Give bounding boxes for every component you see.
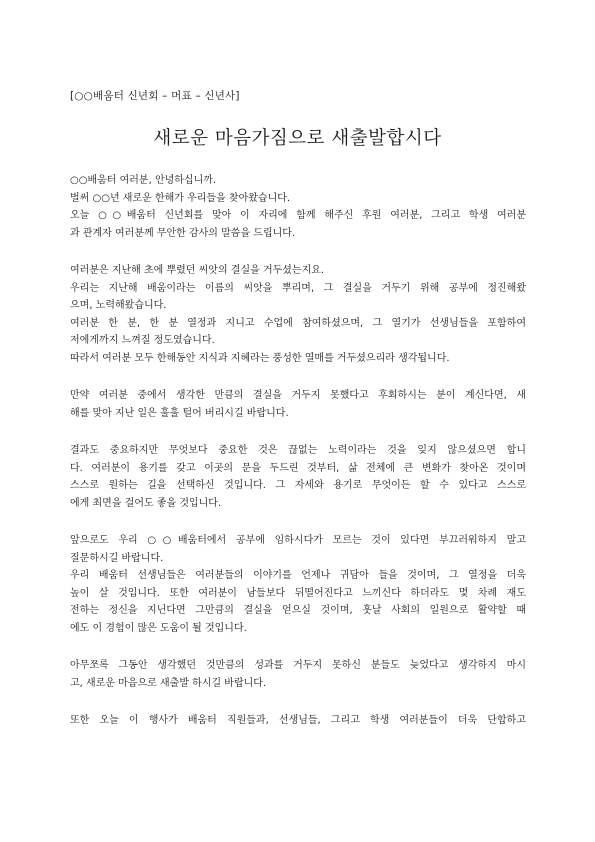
text-line: 다. 여러분이 용기를 갖고 이곳의 문을 두드린 것부터, 삶 전체에 큰 변화가 찾아온 것이며 <box>70 462 526 474</box>
paragraph <box>70 442 526 512</box>
text-line: 앞으로도 우리 ○○배움터에서 공부에 임하시다가 모르는 것이 있다면 부끄러워하지 말고 <box>70 535 526 546</box>
document-body <box>70 172 526 750</box>
text-line: 오늘 ○○배움터 신년회를 맞아 이 자리에 함께 해주신 후원 여러분, 그리고 학생 여러분 <box>70 210 526 221</box>
text-line: 고, 새로운 마음으로 새출발 하시길 바랍니다. <box>70 677 267 689</box>
document-title: 새로운 마음가짐으로 새출발합시다 <box>153 128 442 149</box>
text-line: 으며, 노력해왔습니다. <box>70 300 167 311</box>
text-line: 여러분 한 분, 한 분 열정과 지니고 수업에 참여하셨으며, 그 열기가 선생님들을 포함하여 <box>70 317 526 329</box>
text-line: 우리 배움터 선생님들은 여러분들의 이야기를 언제나 귀담아 들을 것이며, 그 열정을 더욱 <box>70 570 526 581</box>
text-line: 아무쪼록 그동안 생각했던 것만큼의 성과를 거두지 못하신 분들도 늦었다고 생각하지 마시 <box>70 660 526 671</box>
text-line: 여러분은 지난해 초에 뿌렸던 씨앗의 결실을 거두셨는지요. <box>70 265 325 276</box>
paragraph <box>70 387 526 422</box>
text-line: 따라서 여러분 모두 한해동안 지식과 지혜라는 풍성한 열매를 거두셨으리라 생각됩니다. <box>70 352 450 364</box>
text-line: 벌써 ○○년 새로운 한해가 우리들을 찾아왔습니다. <box>70 192 291 204</box>
text-line: 만약 여러분 중에서 생각한 만큼의 결실을 거두지 못했다고 후회하시는 분이 계신다면, 새 <box>70 390 526 401</box>
text-line: 또한 오늘 이 행사가 배움터 직원들과, 선생님들, 그리고 학생 여러분들이 더욱 단합하고 <box>70 715 526 726</box>
paragraph <box>70 532 526 637</box>
text-line: 저에게까지 느껴질 정도였습니다. <box>70 335 215 346</box>
text-line: 질문하시길 바랍니다. <box>70 552 164 564</box>
text-line: 우리는 지난해 배움이라는 이름의 씨앗을 뿌리며, 그 결실을 거두기 위해 공부에 정진해왔 <box>70 282 526 294</box>
paragraph <box>70 172 526 242</box>
text-line: 스스로 원하는 길을 선택하신 것입니다. 그 자세와 용기로 무엇이든 할 수 있다고 스스로 <box>70 480 526 491</box>
text-line: 결과도 중요하지만 무엇보다 중요한 것은 끊없는 노력이라는 것을 잊지 않으셨으면 합니 <box>70 445 526 456</box>
paragraph <box>70 262 526 367</box>
header-label: [○○배움터 신년회 – 머표 – 신년사] <box>70 90 240 102</box>
text-line: 에게 최면을 걸어도 좋을 것입니다. <box>70 497 222 509</box>
paragraph <box>70 712 526 730</box>
text-line: 전하는 정신을 지닌다면 그만큼의 결실을 얻으실 것이며, 훗날 사회의 일원으로 활약할 때 <box>70 605 526 616</box>
text-line: 해를 맞아 지난 일은 훌훌 털어 버리시길 바랍니다. <box>70 407 289 419</box>
text-line: 높이 살 것입니다. 또한 여러분이 남들보다 뒤떨어진다고 느끼신다 하더라도 몇 차례 재도 <box>70 587 526 599</box>
text-line: 에도 이 경험이 많은 도움이 될 것입니다. <box>70 622 247 634</box>
text-line: ○○배움터 여러분, 안녕하십니까. <box>70 175 217 186</box>
text-line: 과 관계자 여러분께 무안한 감사의 말씀을 드립니다. <box>70 227 296 239</box>
paragraph <box>70 657 526 692</box>
